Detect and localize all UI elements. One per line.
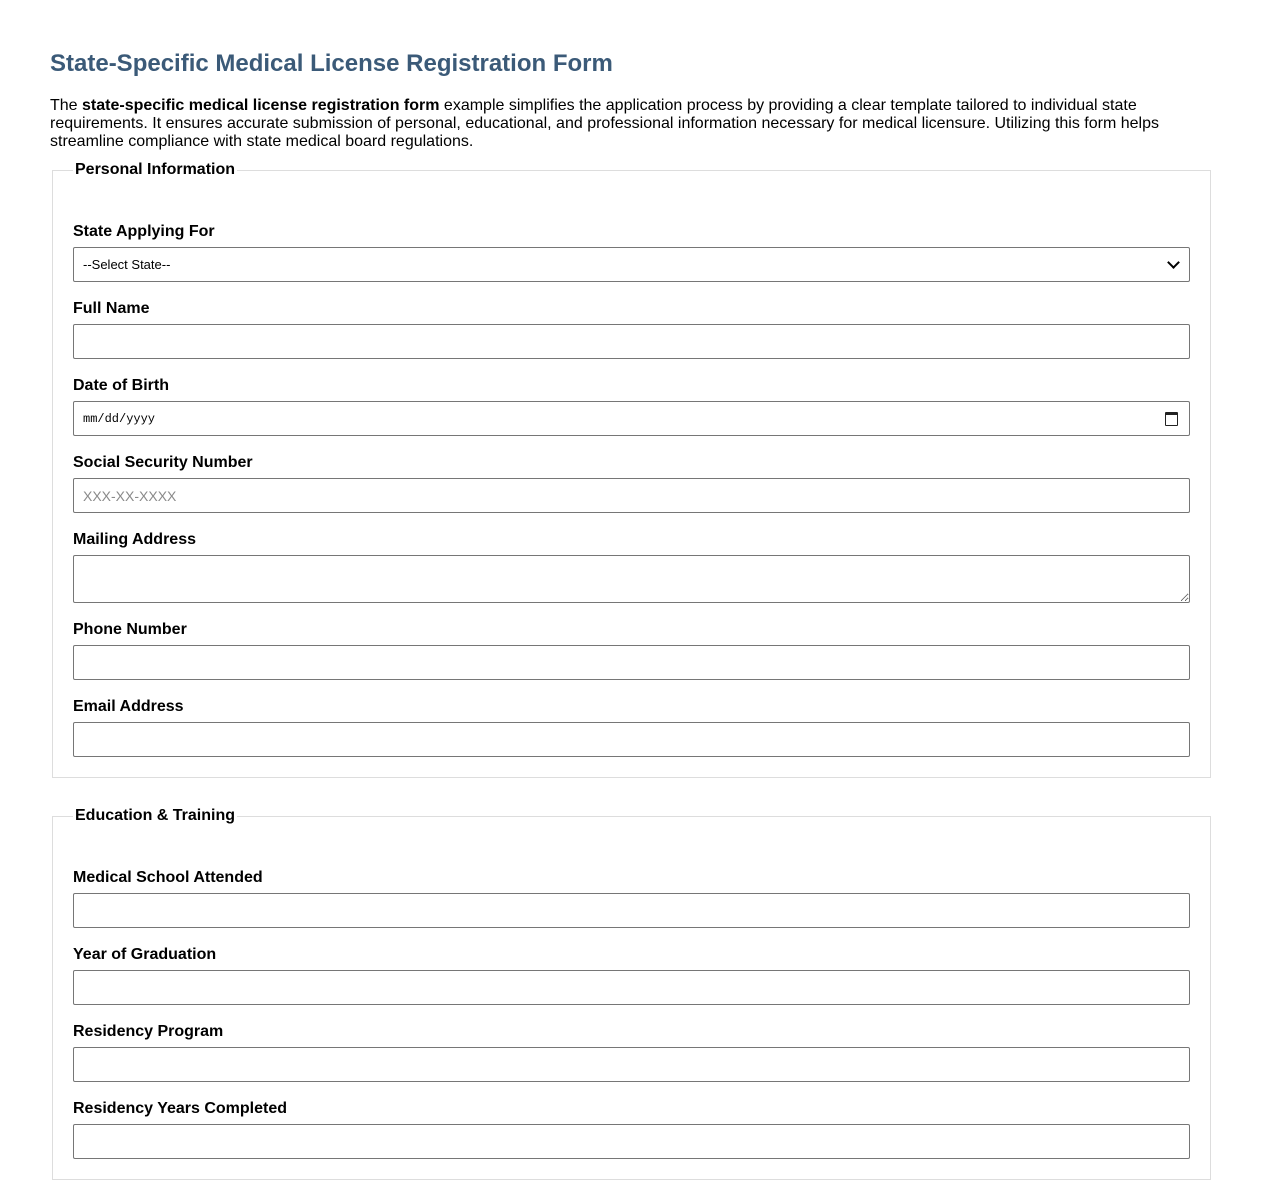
residency-program-label: Residency Program [73, 1023, 224, 1040]
state-label: State Applying For [73, 223, 215, 240]
chevron-down-icon [1167, 256, 1180, 269]
page-title: State-Specific Medical License Registration Form [50, 50, 613, 77]
phone-label: Phone Number [73, 621, 187, 638]
full-name-input[interactable] [73, 324, 1190, 359]
graduation-year-label: Year of Graduation [73, 946, 217, 963]
address-label: Mailing Address [73, 531, 196, 548]
ssn-input[interactable] [73, 478, 1190, 513]
address-textarea[interactable] [73, 555, 1190, 603]
section-legend: Personal Information [75, 161, 236, 178]
intro-bold: state-specific medical license registration form [82, 97, 440, 114]
email-input[interactable] [73, 722, 1190, 757]
intro-prefix: The [50, 97, 83, 114]
calendar-icon[interactable] [1165, 412, 1178, 426]
phone-input[interactable] [73, 645, 1190, 680]
dob-input[interactable] [73, 401, 1190, 436]
dob-label: Date of Birth [73, 377, 169, 394]
residency-years-label: Residency Years Completed [73, 1100, 288, 1117]
ssn-label: Social Security Number [73, 454, 253, 471]
intro-text [50, 97, 1212, 151]
state-select[interactable] [73, 247, 1190, 282]
residency-program-input[interactable] [73, 1047, 1190, 1082]
residency-years-input[interactable] [73, 1124, 1190, 1159]
personal-information-section [52, 161, 1211, 778]
page [50, 0, 1212, 1180]
intro-suffix: example simplifies the application process by providing a clear template tailored to individual state requirements. It ensures accurate submission of personal, educational, and professional information necessary for medical licensure. Utilizing this form helps streamline compliance with state medical board regulations. [50, 97, 1159, 150]
education-training-section [52, 807, 1211, 1180]
email-label: Email Address [73, 698, 184, 715]
medical-school-label: Medical School Attended [73, 869, 263, 886]
medical-school-input[interactable] [73, 893, 1190, 928]
state-select-value: --Select State-- [83, 257, 171, 272]
graduation-year-input[interactable] [73, 970, 1190, 1005]
full-name-label: Full Name [73, 300, 150, 317]
section-legend: Education & Training [75, 807, 236, 824]
dob-placeholder: mm/dd/yyyy [83, 411, 156, 426]
